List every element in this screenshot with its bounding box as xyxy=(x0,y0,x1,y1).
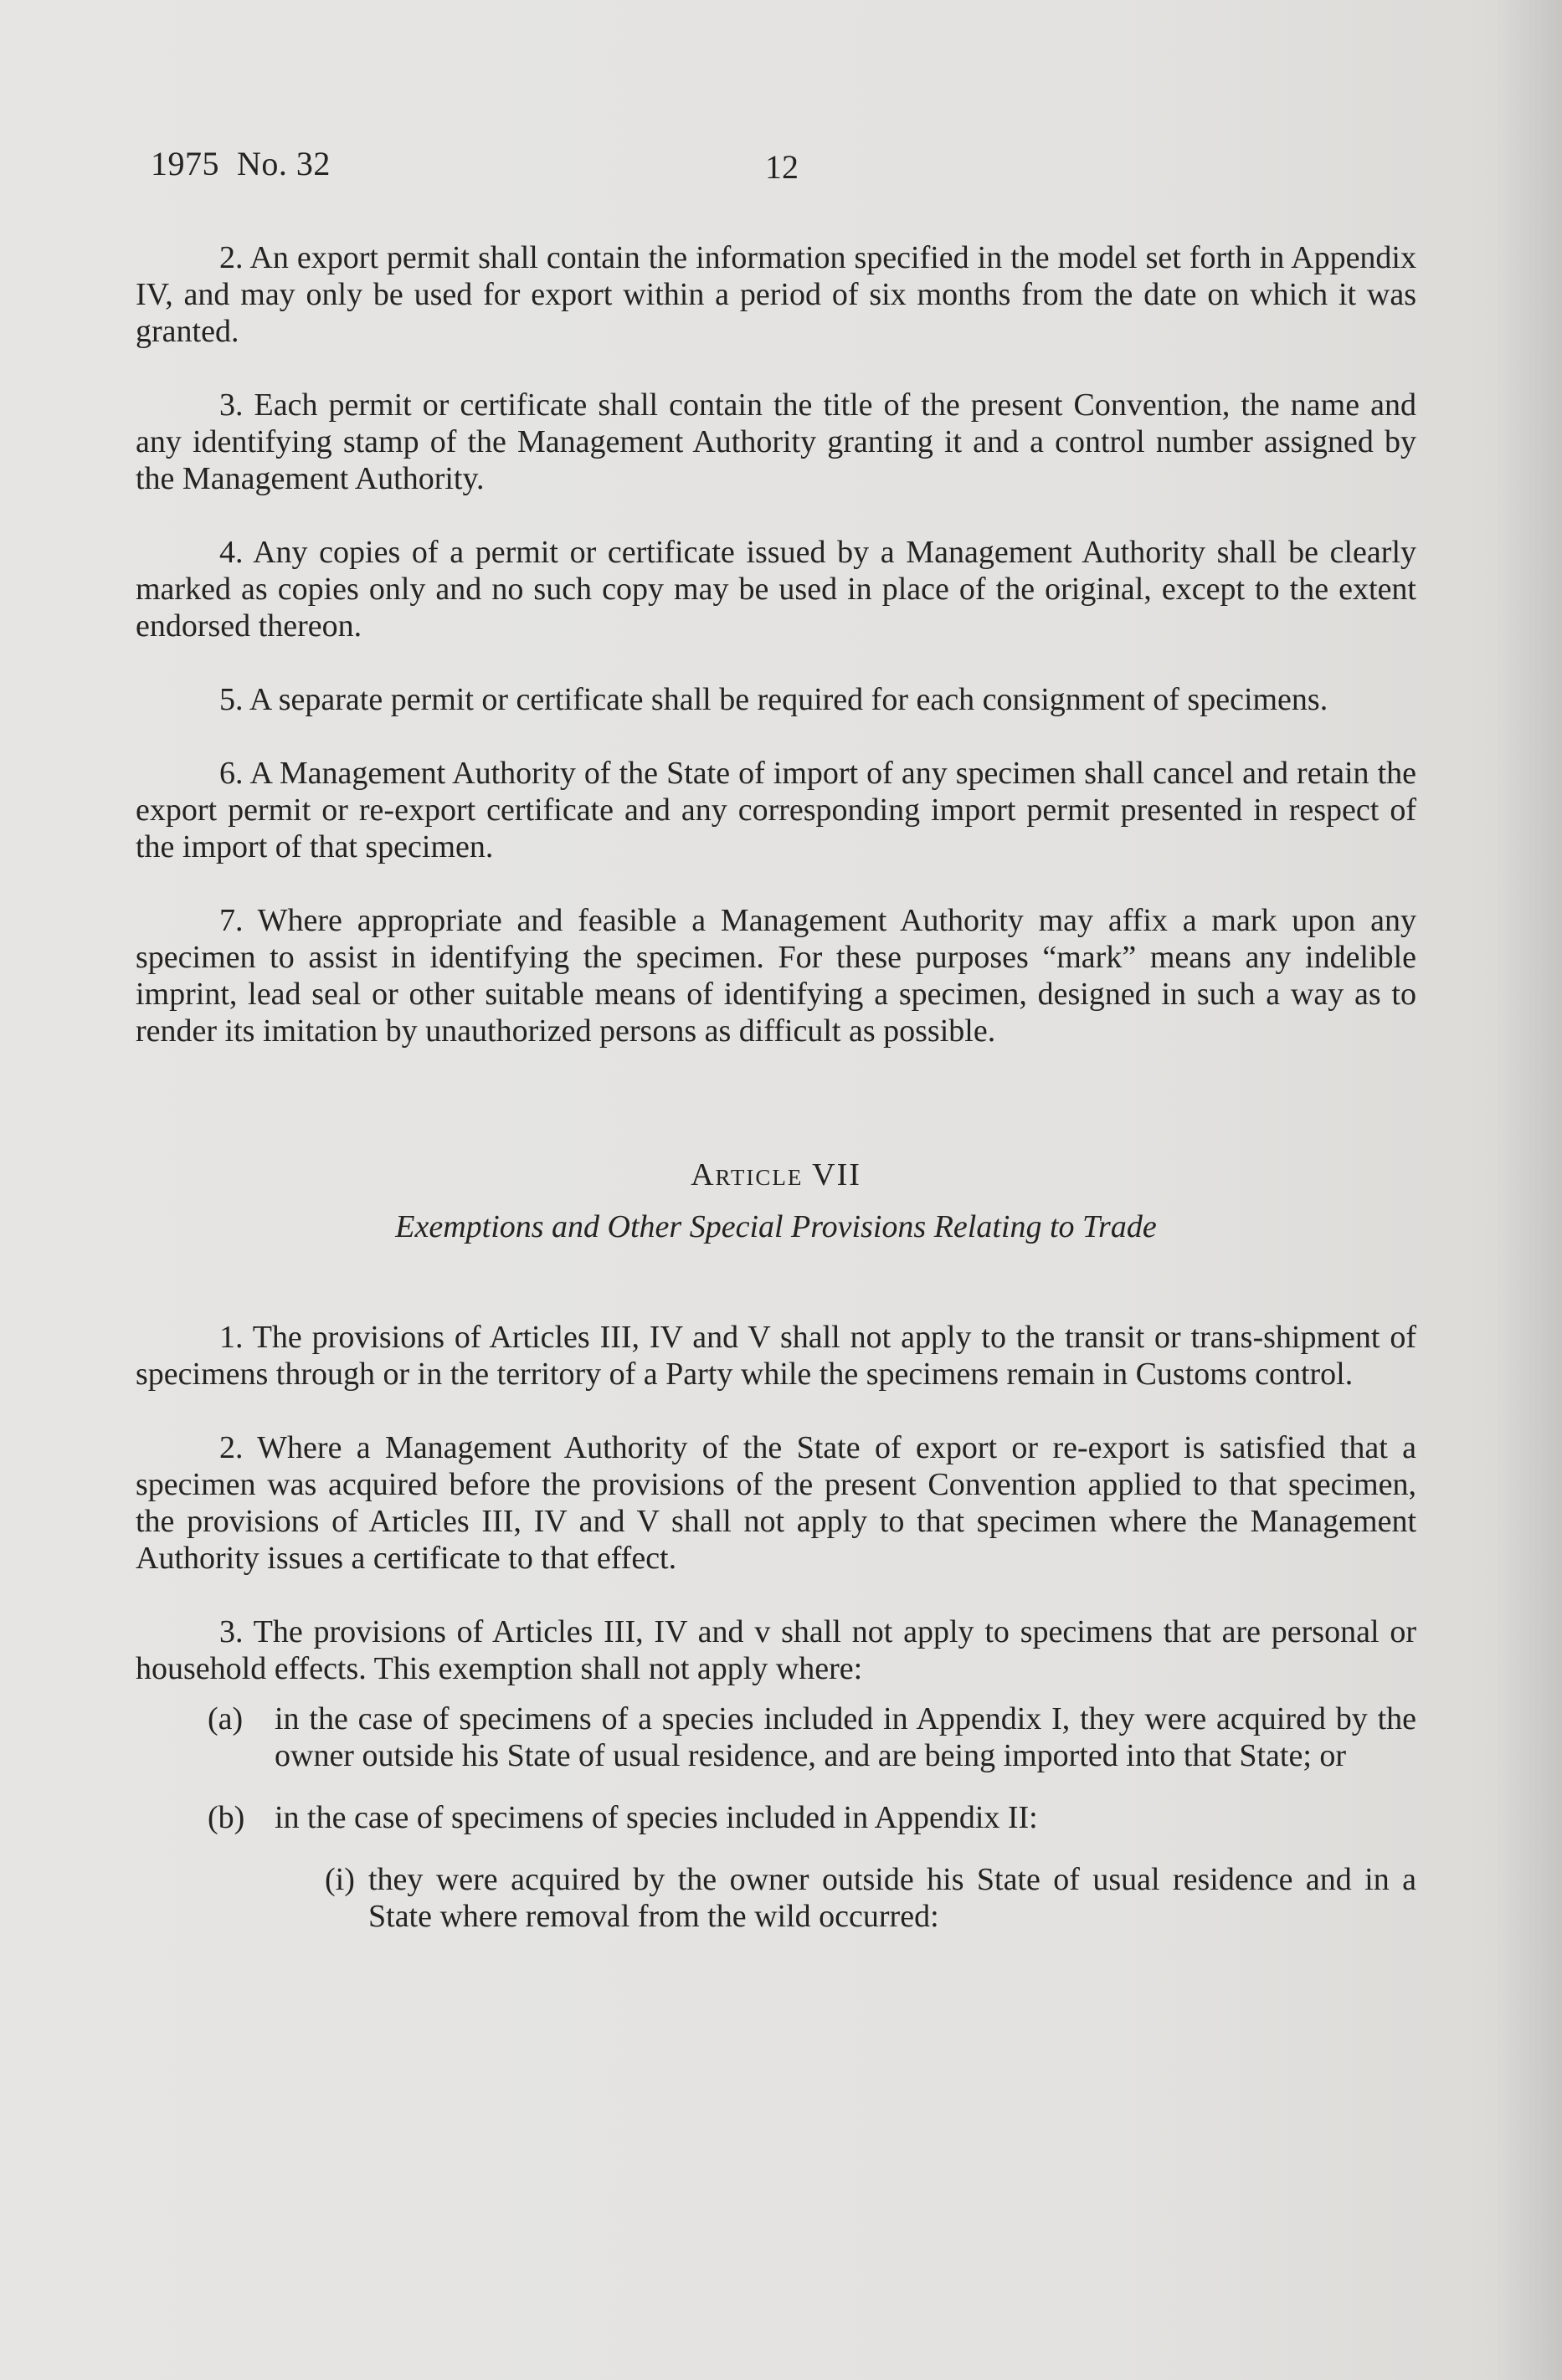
list-item-b xyxy=(136,1799,1416,1836)
article-paragraph-2: 2. Where a Management Authority of the State of export or re-export is satisfied that a specimen was acquired before the provisions of the present Convention applied to that specimen, the provisions of Articles III, IV and V shall not apply to that specimen where the Management Authority issues a certificate to that effect. xyxy=(136,1430,1416,1576)
article-subtitle: Exemptions and Other Special Provisions Relating to Trade xyxy=(395,1209,1157,1244)
list-text: in the case of specimens of species included in Appendix II: xyxy=(275,1800,1038,1835)
page-edge-shadow xyxy=(1495,0,1562,2380)
list-text: they were acquired by the owner outside his State of usual residence and in a State where removal from the wild occurred: xyxy=(368,1862,1416,1934)
document-body xyxy=(136,239,1416,1960)
paragraph-3: 3. Each permit or certificate shall contain the title of the present Convention, the name and any identifying stamp of the Management Authority granting it and a control number assigned by the Management Authority. xyxy=(136,387,1416,496)
paragraph-4: 4. Any copies of a permit or certificate issued by a Management Authority shall be clearly marked as copies only and no such copy may be used in place of the original, except to the extent endorsed thereon. xyxy=(136,535,1416,644)
list-item-b-i xyxy=(136,1861,1416,1935)
paragraph-6: 6. A Management Authority of the State of import of any specimen shall cancel and retain the export permit or re-export certificate and any corresponding import permit presented in respect of the import of that specimen. xyxy=(136,756,1416,864)
paragraph-2: 2. An export permit shall contain the information specified in the model set forth in Appendix IV, and may only be used for export within a period of six months from the date on which it was granted. xyxy=(136,240,1416,349)
paragraph-5: 5. A separate permit or certificate shall be required for each consignment of specimens. xyxy=(219,682,1328,717)
article-paragraph-1: 1. The provisions of Articles III, IV and V shall not apply to the transit or trans-shipment of specimens through or in the territory of a Party while the specimens remain in Customs control. xyxy=(136,1320,1416,1392)
list-item-a xyxy=(136,1700,1416,1774)
list-label: (i) xyxy=(325,1862,355,1897)
list-label: (a) xyxy=(208,1701,244,1736)
list-text: in the case of specimens of a species included in Appendix I, they were acquired by the owner outside his State of usual residence, and are being imported into that State; or xyxy=(275,1701,1416,1773)
list-label: (b) xyxy=(208,1800,245,1835)
article-paragraph-3: 3. The provisions of Articles III, IV and v shall not apply to specimens that are personal or household effects. This exemption shall not apply where: xyxy=(136,1614,1416,1686)
article-heading: Article VII xyxy=(691,1157,861,1193)
header-citation: 1975 No. 32 xyxy=(151,145,331,182)
paragraph-7: 7. Where appropriate and feasible a Management Authority may affix a mark upon any specimen to assist in identifying the specimen. For these purposes “mark” means any indelible imprint, lead seal or other suitable means of identifying a specimen, designed in such a way as to render its imitation by unauthorized persons as difficult as possible. xyxy=(136,903,1416,1049)
page-number: 12 xyxy=(765,148,799,186)
